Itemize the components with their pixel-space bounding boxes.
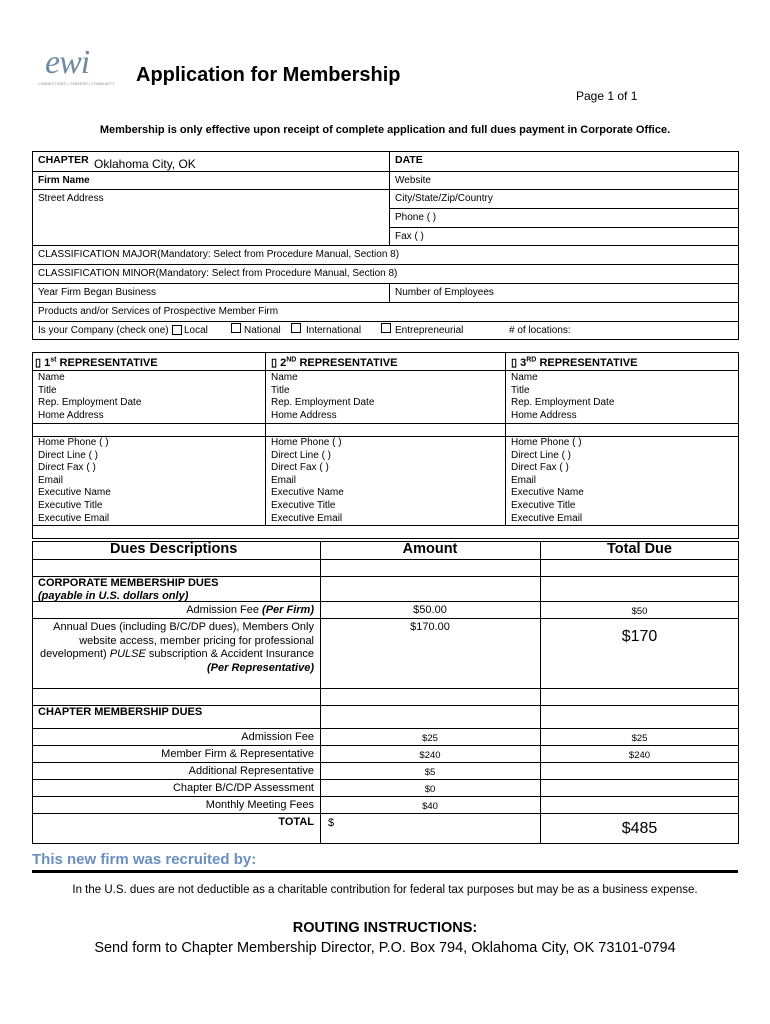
locations-field[interactable]: # of locations: (509, 325, 571, 336)
entrepreneurial-checkbox[interactable] (381, 323, 391, 333)
rep1-info[interactable]: Name Title Rep. Employment Date Home Address (38, 372, 142, 421)
city-state-zip-field[interactable]: City/State/Zip/Country (395, 193, 493, 204)
national-checkbox[interactable] (231, 323, 241, 333)
dues-desc-header: Dues Descriptions (110, 541, 238, 557)
annual-dues-total: $170 (621, 628, 658, 645)
ewi-logo: ewi (45, 44, 90, 81)
member-firm-total: $240 (628, 750, 651, 761)
member-firm-amount: $240 (419, 750, 441, 761)
company-type-label: Is your Company (check one) (38, 325, 169, 336)
entrepreneurial-label: Entrepreneurial (395, 325, 464, 336)
rep2-contact[interactable]: Home Phone ( ) Direct Line ( ) Direct Fax ( ) Email Executive Name Executive Title Executive Email (271, 437, 344, 524)
annual-dues-amount: $170.00 (410, 621, 450, 633)
street-address-field[interactable]: Street Address (38, 193, 104, 204)
local-checkbox[interactable] (172, 325, 182, 335)
meeting-fees-amount: $40 (422, 801, 438, 812)
rep1-contact[interactable]: Home Phone ( ) Direct Line ( ) Direct Fax ( ) Email Executive Name Executive Title Executive Email (38, 437, 111, 524)
divider (32, 870, 738, 873)
checkbox-icon: ▯ (511, 357, 518, 369)
additional-rep-amount: $5 (424, 767, 436, 778)
chapter-admission-amount: $25 (422, 733, 438, 744)
firm-name-field[interactable]: Firm Name (38, 175, 90, 186)
employees-field[interactable]: Number of Employees (395, 287, 494, 298)
checkbox-icon: ▯ (35, 357, 42, 369)
page-number: Page 1 of 1 (576, 89, 638, 103)
year-began-field[interactable]: Year Firm Began Business (38, 287, 157, 298)
member-firm-label: Member Firm & Representative (161, 748, 314, 760)
corporate-dues-header: CORPORATE MEMBERSHIP DUES (38, 577, 219, 589)
corp-admission-total: $50 (631, 606, 648, 617)
chapter-field[interactable]: Oklahoma City, OK (94, 157, 196, 171)
checkbox-icon: ▯ (271, 357, 278, 369)
chapter-label: CHAPTER (38, 154, 89, 166)
rep3-header: ▯ 3RD REPRESENTATIVE (511, 356, 638, 369)
logo-tagline: CONNECTIONS | CAREERS | COMMUNITY (38, 82, 115, 86)
corp-admission-amount: $50.00 (413, 604, 447, 616)
amount-header: Amount (402, 541, 458, 557)
corp-admission-label: Admission Fee (Per Firm) (186, 604, 314, 616)
rep1-header: ▯ 1st REPRESENTATIVE (35, 356, 158, 369)
products-field[interactable]: Products and/or Services of Prospective Member Firm (38, 306, 279, 317)
assessment-label: Chapter B/C/DP Assessment (172, 782, 314, 794)
fax-field[interactable]: Fax ( ) (395, 231, 424, 242)
total-dollar-sign: $ (328, 817, 335, 829)
international-label: International (306, 325, 362, 336)
additional-rep-label: Additional Representative (188, 765, 314, 777)
local-label: Local (184, 325, 208, 336)
rep3-info[interactable]: Name Title Rep. Employment Date Home Address (511, 372, 615, 421)
annual-dues-label: Annual Dues (including B/C/DP dues), Members Only website access, member pricing for professional development) PULSE subscription & Accident Insurance (Per Representative) (40, 621, 314, 674)
routing-text: Send form to Chapter Membership Director, P.O. Box 794, Oklahoma City, OK 73101-0794 (94, 940, 676, 956)
rep2-info[interactable]: Name Title Rep. Employment Date Home Address (271, 372, 375, 421)
chapter-admission-total: $25 (631, 733, 648, 744)
assessment-amount: $0 (424, 784, 436, 795)
membership-notice: Membership is only effective upon receipt of complete application and full dues payment in Corporate Office. (99, 124, 671, 136)
date-field[interactable]: DATE (395, 154, 423, 166)
rep3-contact[interactable]: Home Phone ( ) Direct Line ( ) Direct Fax ( ) Email Executive Name Executive Title Executive Email (511, 437, 584, 524)
tax-note: In the U.S. dues are not deductible as a charitable contribution for federal tax purposes but may be as a business expense. (72, 884, 698, 896)
chapter-dues-header: CHAPTER MEMBERSHIP DUES (38, 706, 203, 718)
classification-minor-field[interactable]: CLASSIFICATION MINOR(Mandatory: Select from Procedure Manual, Section 8) (38, 268, 398, 279)
phone-field[interactable]: Phone ( ) (395, 212, 437, 223)
international-checkbox[interactable] (291, 323, 301, 333)
corporate-dues-subheader: (payable in U.S. dollars only) (38, 590, 189, 602)
rep2-header: ▯ 2ND REPRESENTATIVE (271, 356, 398, 369)
website-field[interactable]: Website (395, 175, 431, 186)
recruited-by-label: This new firm was recruited by: (32, 851, 257, 868)
total-label: TOTAL (278, 816, 314, 828)
grand-total: $485 (621, 820, 658, 837)
chapter-admission-label: Admission Fee (241, 731, 314, 743)
national-label: National (244, 325, 281, 336)
total-due-header: Total Due (607, 541, 672, 557)
routing-header: ROUTING INSTRUCTIONS: (292, 920, 478, 936)
page-title: Application for Membership (136, 64, 401, 86)
meeting-fees-label: Monthly Meeting Fees (205, 799, 314, 811)
classification-major-field[interactable]: CLASSIFICATION MAJOR(Mandatory: Select from Procedure Manual, Section 8) (38, 249, 400, 260)
